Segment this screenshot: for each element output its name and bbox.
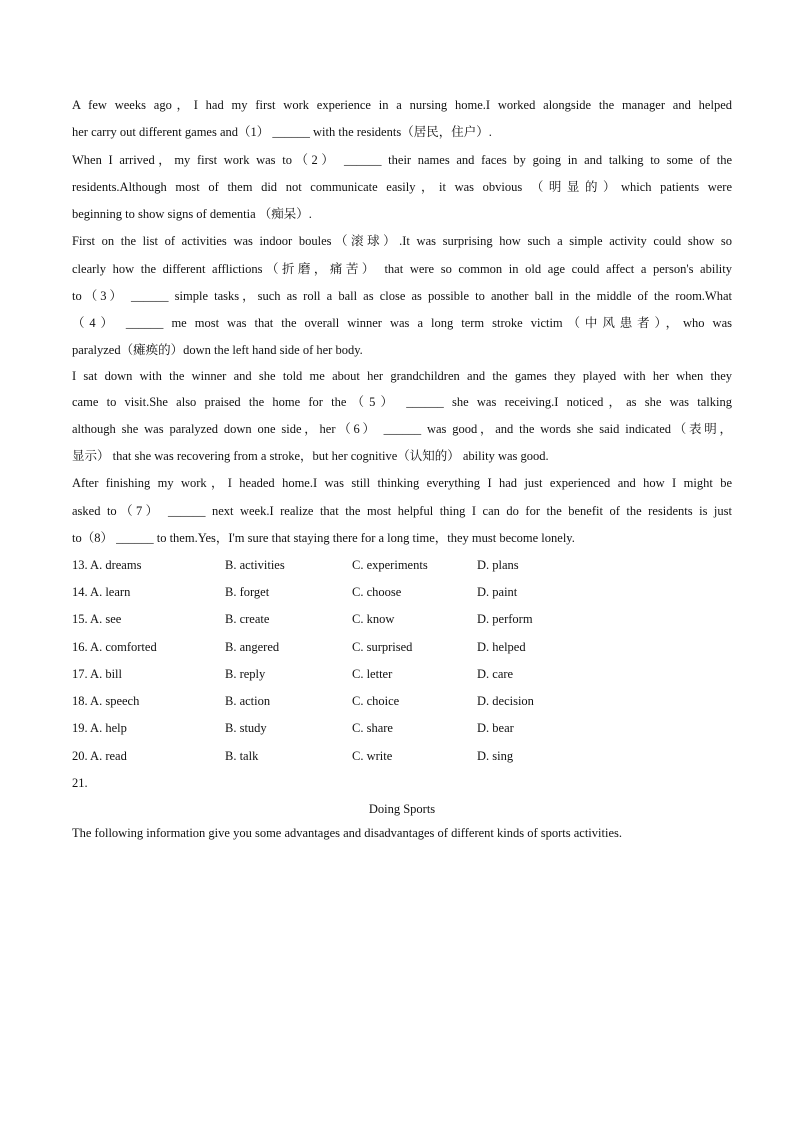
option-c: C. choice [352,694,400,708]
question-row-19 [72,720,732,736]
passage-line: 显示） that she was recovering from a stroke，but her cognitive（认知的） ability was good. [72,449,549,463]
passage-line: asked to（7） ______ next week.I realize that the most helpful thing I can do for the benefit of the residents is just [72,504,732,518]
option-c: C. share [352,721,393,735]
question-row-14 [72,584,732,600]
passage-line: paralyzed（瘫痪的）down the left hand side of her body. [72,343,363,357]
option-c: C. know [352,612,395,626]
passage-line: （4） ______ me most was that the overall winner was a long term stroke victim（中风患者），who was [72,316,732,330]
passage-line: although she was paralyzed down one side，her（6） ______ was good，and the words she said indicated（表明， [72,422,732,436]
option-c: C. experiments [352,558,428,572]
question-number: 21. [72,776,88,790]
option-b: B. activities [225,558,285,572]
passage-line: When I arrived，my first work was to（2） ______ their names and faces by going in and talking to some of the [72,153,732,167]
option-d: D. perform [477,612,533,626]
option-d: D. bear [477,721,514,735]
option-c: C. write [352,749,393,763]
option-a: 13. A. dreams [72,558,142,572]
passage-line: beginning to show signs of dementia （痴呆）. [72,207,312,221]
passage-line: clearly how the different afflictions（折磨，痛苦） that were so common in old age could affect a person's ability [72,262,732,276]
option-d: D. decision [477,694,534,708]
option-a: 19. A. help [72,721,127,735]
option-b: B. talk [225,749,259,763]
passage-line: residents.Although most of them did not communicate easily，it was obvious （明显的）which patients were [72,180,732,194]
question-row-15 [72,611,732,627]
passage-line: to（3） ______ simple tasks，such as roll a ball as close as possible to another ball in the middle of the room.What [72,289,732,303]
question-row-18 [72,693,732,709]
option-d: D. helped [477,640,526,654]
question-row-16 [72,639,732,655]
question-row-13 [72,557,732,573]
option-a: 17. A. bill [72,667,123,681]
option-c: C. letter [352,667,393,681]
passage-line: to（8） ______ to them.Yes，I'm sure that staying there for a long time，they must become lonely. [72,531,575,545]
section-intro: The following information give you some advantages and disadvantages of different kinds of sports activities. [72,826,622,840]
section-title: Doing Sports [368,802,436,816]
option-b: B. forget [225,585,270,599]
option-a: 14. A. learn [72,585,131,599]
option-a: 15. A. see [72,612,122,626]
passage-line: came to visit.She also praised the home for the（5） ______ she was receiving.I noticed，as she was talking [72,395,732,409]
passage-line: After finishing my work，I headed home.I was still thinking everything I had just experienced and how I might be [72,476,732,490]
option-b: B. action [225,694,271,708]
option-d: D. sing [477,749,514,763]
passage-line: A few weeks ago，I had my first work experience in a nursing home.I worked alongside the manager and helped [72,98,732,112]
question-row-20 [72,748,732,764]
option-d: D. care [477,667,514,681]
option-d: D. plans [477,558,519,572]
option-b: B. create [225,612,270,626]
passage-line: her carry out different games and（1） ______ with the residents（居民，住户）. [72,125,492,139]
passage-line: First on the list of activities was indoor boules（滚球）.It was surprising how such a simple activity could show so [72,234,732,248]
option-c: C. choose [352,585,402,599]
option-a: 16. A. comforted [72,640,157,654]
question-row-17 [72,666,732,682]
option-d: D. paint [477,585,518,599]
option-c: C. surprised [352,640,413,654]
option-b: B. study [225,721,267,735]
option-a: 18. A. speech [72,694,140,708]
option-a: 20. A. read [72,749,127,763]
option-b: B. angered [225,640,280,654]
option-b: B. reply [225,667,266,681]
passage-line: I sat down with the winner and she told me about her grandchildren and the games they played with her when they [72,369,732,383]
